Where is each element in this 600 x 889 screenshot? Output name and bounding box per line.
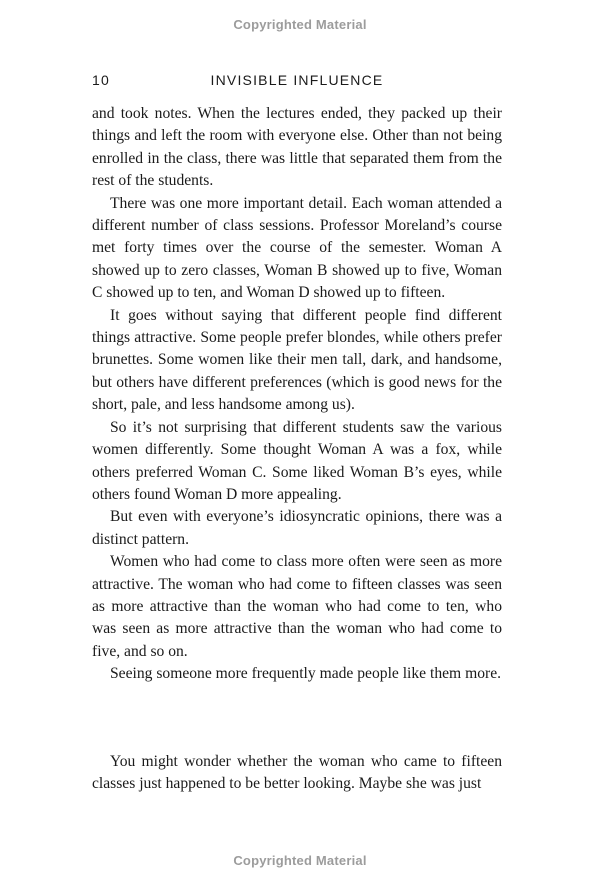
- paragraph: It goes without saying that different people find different things attractive. Some people prefer blondes, while others prefer brunettes. Some women like their men tall, dark, and handsome, but others have different preferences (which is good news for the short, pale, and less handsome among us).: [92, 306, 502, 414]
- paragraph: Seeing someone more frequently made people like them more.: [110, 665, 502, 683]
- paragraph: There was one more important detail. Each woman attended a different number of class sessions. Professor Moreland’s course met forty times over the course of the semester. Woman A showed up to zero classes, Woman B showed up to five, Woman C showed up to ten, and Woman D showed up to fifteen.: [92, 194, 502, 302]
- book-title: INVISIBLE INFLUENCE: [210, 72, 384, 88]
- paragraph: You might wonder whether the woman who came to fifteen classes just happened to be better looking. Maybe she was just: [92, 753, 502, 793]
- body-text-section-two: [92, 751, 502, 796]
- paragraph: So it’s not surprising that different students saw the various women differently. Some thought Woman A was a fox, while others preferred Woman C. Some liked Woman B’s eyes, while others found Woman D more appealing.: [92, 418, 502, 503]
- paragraph: Women who had come to class more often were seen as more attractive. The woman who had come to fifteen classes was seen as more attractive than the woman who had come to ten, who was seen as more attractive than the woman who had come to five, and so on.: [92, 553, 502, 660]
- body-text: [92, 103, 502, 686]
- watermark-bottom: Copyrighted Material: [233, 853, 367, 868]
- paragraph: But even with everyone’s idiosyncratic opinions, there was a distinct pattern.: [92, 508, 502, 548]
- running-head: [92, 72, 502, 90]
- paragraph: and took notes. When the lectures ended, they packed up their things and left the room with everyone else. Other than not being enrolled in the class, there was little that separated them from the rest of the students.: [92, 105, 502, 190]
- page-number: 10: [92, 72, 110, 88]
- watermark-top: Copyrighted Material: [233, 17, 367, 32]
